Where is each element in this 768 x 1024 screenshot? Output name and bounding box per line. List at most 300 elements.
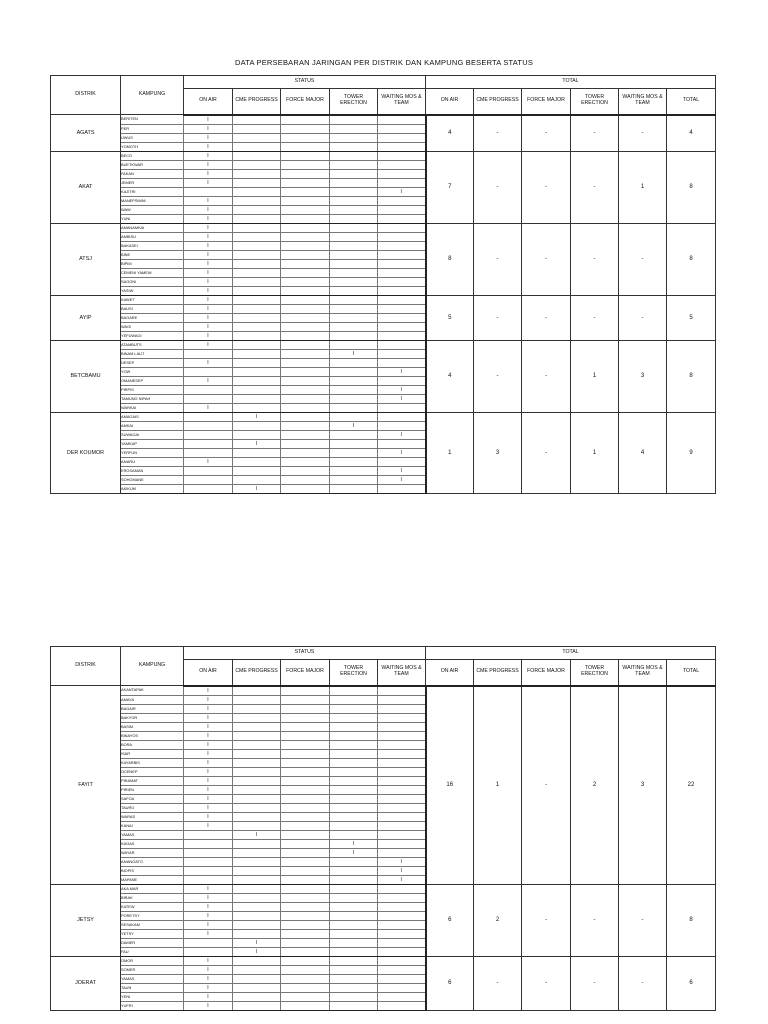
status-cell-waiting-mos bbox=[378, 830, 426, 839]
status-cell-cme-progress bbox=[233, 884, 281, 893]
kampung-name: SOMER bbox=[121, 965, 184, 974]
status-cell-on-air: I bbox=[184, 884, 233, 893]
status-cell-tower-erection bbox=[330, 974, 378, 983]
total-on-air: 6 bbox=[426, 884, 474, 956]
status-cell-waiting-mos: I bbox=[378, 394, 426, 403]
status-cell-tower-erection bbox=[330, 893, 378, 902]
status-cell-tower-erection bbox=[330, 920, 378, 929]
status-cell-tower-erection bbox=[330, 232, 378, 241]
status-cell-tower-erection bbox=[330, 331, 378, 340]
status-cell-waiting-mos bbox=[378, 421, 426, 430]
total-total: 8 bbox=[667, 223, 716, 295]
status-cell-waiting-mos bbox=[378, 965, 426, 974]
status-cell-cme-progress bbox=[233, 151, 281, 160]
status-cell-on-air: I bbox=[184, 713, 233, 722]
status-cell-waiting-mos bbox=[378, 731, 426, 740]
status-cell-on-air: I bbox=[184, 241, 233, 250]
status-cell-on-air: I bbox=[184, 322, 233, 331]
total-cme-progress: - bbox=[474, 223, 522, 295]
status-cell-tower-erection bbox=[330, 457, 378, 466]
kampung-name: BUETKWAR bbox=[121, 160, 184, 169]
status-cell-cme-progress bbox=[233, 160, 281, 169]
status-cell-tower-erection bbox=[330, 938, 378, 947]
status-cell-force-major bbox=[281, 133, 330, 142]
kampung-name: SOHOMANE bbox=[121, 475, 184, 484]
status-cell-on-air: I bbox=[184, 295, 233, 304]
status-cell-tower-erection bbox=[330, 241, 378, 250]
district-name: JOERAT bbox=[51, 956, 121, 1010]
total-tower-erection: - bbox=[571, 956, 619, 1010]
status-cell-cme-progress: I bbox=[233, 439, 281, 448]
status-cell-on-air: I bbox=[184, 268, 233, 277]
status-cell-force-major bbox=[281, 286, 330, 295]
status-cell-force-major bbox=[281, 947, 330, 956]
header-status-cme-progress: CME PROGRESS bbox=[233, 89, 281, 115]
status-cell-waiting-mos bbox=[378, 223, 426, 232]
status-cell-tower-erection bbox=[330, 466, 378, 475]
kampung-name: KAGAS bbox=[121, 839, 184, 848]
status-cell-cme-progress bbox=[233, 1001, 281, 1010]
status-cell-on-air bbox=[184, 385, 233, 394]
kampung-name: YENI bbox=[121, 992, 184, 1001]
status-cell-force-major bbox=[281, 830, 330, 839]
total-on-air: 1 bbox=[426, 412, 474, 493]
status-cell-waiting-mos bbox=[378, 268, 426, 277]
status-cell-on-air bbox=[184, 430, 233, 439]
status-cell-waiting-mos: I bbox=[378, 866, 426, 875]
kampung-name: ISAR bbox=[121, 749, 184, 758]
kampung-name: TAMUNG NIPAH bbox=[121, 394, 184, 403]
status-cell-force-major bbox=[281, 884, 330, 893]
status-cell-tower-erection bbox=[330, 956, 378, 965]
page-title: DATA PERSEBARAN JARINGAN PER DISTRIK DAN KAMPUNG BESERTA STATUS bbox=[234, 58, 534, 67]
total-on-air: 16 bbox=[426, 686, 474, 885]
header-kampung: KAMPUNG bbox=[121, 76, 184, 115]
status-cell-on-air: I bbox=[184, 259, 233, 268]
status-cell-waiting-mos bbox=[378, 232, 426, 241]
status-cell-on-air: I bbox=[184, 196, 233, 205]
status-cell-tower-erection bbox=[330, 340, 378, 349]
total-tower-erection: 2 bbox=[571, 686, 619, 885]
status-cell-tower-erection bbox=[330, 866, 378, 875]
header-total-waiting-mos: WAITING MOS & TEAM bbox=[619, 89, 667, 115]
status-cell-tower-erection bbox=[330, 704, 378, 713]
kampung-name: JEMER bbox=[121, 178, 184, 187]
status-cell-tower-erection bbox=[330, 1001, 378, 1010]
status-cell-cme-progress bbox=[233, 992, 281, 1001]
status-cell-waiting-mos bbox=[378, 713, 426, 722]
status-cell-force-major bbox=[281, 794, 330, 803]
total-force-major: - bbox=[522, 115, 571, 152]
kampung-name: BAUSI bbox=[121, 304, 184, 313]
status-cell-force-major bbox=[281, 160, 330, 169]
kampung-name: WAW bbox=[121, 205, 184, 214]
status-cell-tower-erection bbox=[330, 785, 378, 794]
status-cell-tower-erection bbox=[330, 430, 378, 439]
status-cell-tower-erection: I bbox=[330, 421, 378, 430]
status-cell-force-major bbox=[281, 875, 330, 884]
status-cell-cme-progress bbox=[233, 124, 281, 133]
status-cell-cme-progress bbox=[233, 448, 281, 457]
header-distrik: DISTRIK bbox=[51, 76, 121, 115]
total-waiting-mos: - bbox=[619, 884, 667, 956]
status-cell-force-major bbox=[281, 803, 330, 812]
kampung-name: YAMKAP bbox=[121, 439, 184, 448]
kampung-name: ATAMBUTS bbox=[121, 340, 184, 349]
status-cell-tower-erection bbox=[330, 448, 378, 457]
status-cell-on-air: I bbox=[184, 115, 233, 125]
status-cell-waiting-mos bbox=[378, 322, 426, 331]
status-cell-force-major bbox=[281, 178, 330, 187]
status-cell-cme-progress bbox=[233, 785, 281, 794]
status-cell-tower-erection bbox=[330, 313, 378, 322]
status-cell-force-major bbox=[281, 965, 330, 974]
status-cell-force-major bbox=[281, 241, 330, 250]
status-cell-waiting-mos bbox=[378, 803, 426, 812]
status-cell-tower-erection bbox=[330, 731, 378, 740]
status-cell-tower-erection bbox=[330, 902, 378, 911]
total-total: 8 bbox=[667, 340, 716, 412]
status-cell-waiting-mos bbox=[378, 920, 426, 929]
total-total: 4 bbox=[667, 115, 716, 152]
status-cell-cme-progress bbox=[233, 241, 281, 250]
status-cell-waiting-mos bbox=[378, 286, 426, 295]
kampung-name: KAYARBIS bbox=[121, 758, 184, 767]
status-cell-tower-erection bbox=[330, 205, 378, 214]
status-cell-waiting-mos bbox=[378, 758, 426, 767]
status-cell-waiting-mos: I bbox=[378, 466, 426, 475]
status-cell-on-air: I bbox=[184, 331, 233, 340]
status-cell-cme-progress bbox=[233, 223, 281, 232]
table-row bbox=[51, 956, 716, 965]
kampung-name: FAKAN bbox=[121, 169, 184, 178]
status-cell-on-air: I bbox=[184, 214, 233, 223]
status-cell-on-air: I bbox=[184, 803, 233, 812]
status-cell-waiting-mos bbox=[378, 911, 426, 920]
status-cell-force-major bbox=[281, 713, 330, 722]
status-cell-force-major bbox=[281, 331, 330, 340]
kampung-name: EROSAMAN bbox=[121, 466, 184, 475]
kampung-name: WAYAR bbox=[121, 848, 184, 857]
status-cell-on-air: I bbox=[184, 403, 233, 412]
status-cell-force-major bbox=[281, 367, 330, 376]
status-cell-force-major bbox=[281, 758, 330, 767]
kampung-name: BORA bbox=[121, 740, 184, 749]
status-cell-tower-erection: I bbox=[330, 839, 378, 848]
status-cell-cme-progress bbox=[233, 196, 281, 205]
status-cell-waiting-mos bbox=[378, 722, 426, 731]
status-cell-waiting-mos bbox=[378, 956, 426, 965]
header-total-total: TOTAL bbox=[667, 89, 716, 115]
status-cell-on-air: I bbox=[184, 1001, 233, 1010]
status-cell-cme-progress bbox=[233, 722, 281, 731]
status-cell-on-air: I bbox=[184, 457, 233, 466]
status-cell-cme-progress bbox=[233, 142, 281, 151]
status-cell-cme-progress bbox=[233, 115, 281, 125]
status-cell-tower-erection bbox=[330, 740, 378, 749]
status-cell-cme-progress bbox=[233, 821, 281, 830]
status-cell-waiting-mos: I bbox=[378, 875, 426, 884]
status-cell-cme-progress bbox=[233, 803, 281, 812]
status-cell-force-major bbox=[281, 295, 330, 304]
status-cell-on-air bbox=[184, 830, 233, 839]
kampung-name: KATEW bbox=[121, 902, 184, 911]
kampung-name: KAJITRI bbox=[121, 187, 184, 196]
status-cell-tower-erection bbox=[330, 250, 378, 259]
status-cell-tower-erection bbox=[330, 403, 378, 412]
status-cell-on-air: I bbox=[184, 286, 233, 295]
kampung-name: TAURO bbox=[121, 803, 184, 812]
status-cell-waiting-mos bbox=[378, 250, 426, 259]
status-cell-on-air: I bbox=[184, 340, 233, 349]
status-cell-waiting-mos bbox=[378, 1001, 426, 1010]
status-cell-waiting-mos bbox=[378, 304, 426, 313]
status-cell-force-major bbox=[281, 124, 330, 133]
status-cell-cme-progress bbox=[233, 983, 281, 992]
status-cell-cme-progress bbox=[233, 866, 281, 875]
status-cell-force-major bbox=[281, 956, 330, 965]
status-cell-force-major bbox=[281, 205, 330, 214]
status-cell-force-major bbox=[281, 902, 330, 911]
status-cell-on-air: I bbox=[184, 722, 233, 731]
kampung-name: BINAYOS bbox=[121, 731, 184, 740]
header-total-total: TOTAL bbox=[667, 660, 716, 686]
total-waiting-mos: 3 bbox=[619, 340, 667, 412]
status-cell-waiting-mos bbox=[378, 214, 426, 223]
status-cell-tower-erection bbox=[330, 812, 378, 821]
status-cell-cme-progress: I bbox=[233, 484, 281, 493]
kampung-name: AMARU bbox=[121, 457, 184, 466]
status-cell-tower-erection bbox=[330, 124, 378, 133]
status-cell-force-major bbox=[281, 196, 330, 205]
status-cell-cme-progress bbox=[233, 430, 281, 439]
status-cell-on-air: I bbox=[184, 992, 233, 1001]
total-force-major: - bbox=[522, 884, 571, 956]
total-tower-erection: - bbox=[571, 115, 619, 152]
total-total: 6 bbox=[667, 956, 716, 1010]
district-group bbox=[51, 115, 716, 152]
status-cell-waiting-mos bbox=[378, 115, 426, 125]
status-cell-cme-progress bbox=[233, 187, 281, 196]
status-cell-waiting-mos bbox=[378, 124, 426, 133]
status-cell-waiting-mos bbox=[378, 439, 426, 448]
status-cell-waiting-mos bbox=[378, 992, 426, 1001]
status-cell-force-major bbox=[281, 259, 330, 268]
status-cell-force-major bbox=[281, 421, 330, 430]
status-cell-on-air: I bbox=[184, 133, 233, 142]
kampung-name: SUWAGAI bbox=[121, 430, 184, 439]
status-cell-on-air: I bbox=[184, 358, 233, 367]
header-status-tower-erection: TOWER ERECTION bbox=[330, 660, 378, 686]
status-cell-tower-erection bbox=[330, 223, 378, 232]
total-cme-progress: 1 bbox=[474, 686, 522, 885]
status-cell-cme-progress bbox=[233, 205, 281, 214]
status-cell-on-air: I bbox=[184, 205, 233, 214]
district-name: JETSY bbox=[51, 884, 121, 956]
status-cell-force-major bbox=[281, 893, 330, 902]
status-cell-tower-erection bbox=[330, 830, 378, 839]
status-cell-cme-progress bbox=[233, 268, 281, 277]
header-total-group: TOTAL bbox=[426, 76, 716, 89]
total-tower-erection: - bbox=[571, 884, 619, 956]
kampung-name: BINAM LAUT bbox=[121, 349, 184, 358]
status-cell-waiting-mos bbox=[378, 821, 426, 830]
status-cell-force-major bbox=[281, 385, 330, 394]
status-cell-cme-progress bbox=[233, 376, 281, 385]
status-cell-on-air: I bbox=[184, 250, 233, 259]
status-cell-force-major bbox=[281, 749, 330, 758]
status-cell-force-major bbox=[281, 857, 330, 866]
status-cell-cme-progress bbox=[233, 232, 281, 241]
total-total: 5 bbox=[667, 295, 716, 340]
status-cell-cme-progress bbox=[233, 902, 281, 911]
status-cell-force-major bbox=[281, 475, 330, 484]
status-cell-cme-progress bbox=[233, 776, 281, 785]
kampung-name: AMAGAIS bbox=[121, 412, 184, 421]
status-cell-force-major bbox=[281, 358, 330, 367]
status-cell-cme-progress bbox=[233, 385, 281, 394]
total-force-major: - bbox=[522, 295, 571, 340]
kampung-name: AKA MAR bbox=[121, 884, 184, 893]
kampung-name: PORETSY bbox=[121, 911, 184, 920]
status-cell-cme-progress bbox=[233, 749, 281, 758]
status-cell-tower-erection: I bbox=[330, 349, 378, 358]
status-table-1 bbox=[50, 75, 716, 494]
status-cell-tower-erection bbox=[330, 376, 378, 385]
status-cell-waiting-mos bbox=[378, 695, 426, 704]
status-cell-cme-progress bbox=[233, 812, 281, 821]
status-cell-cme-progress bbox=[233, 911, 281, 920]
status-cell-cme-progress bbox=[233, 394, 281, 403]
header-status-waiting-mos: WAITING MOS & TEAM bbox=[378, 660, 426, 686]
status-cell-waiting-mos: I bbox=[378, 448, 426, 457]
kampung-name: TAUN bbox=[121, 983, 184, 992]
status-cell-force-major bbox=[281, 983, 330, 992]
status-cell-waiting-mos bbox=[378, 259, 426, 268]
kampung-name: YAMAS bbox=[121, 830, 184, 839]
total-cme-progress: 3 bbox=[474, 412, 522, 493]
kampung-name: DESEP bbox=[121, 358, 184, 367]
district-name: AKAT bbox=[51, 151, 121, 223]
kampung-name: AMKAI bbox=[121, 421, 184, 430]
status-cell-cme-progress bbox=[233, 686, 281, 696]
status-cell-force-major bbox=[281, 223, 330, 232]
status-cell-waiting-mos bbox=[378, 848, 426, 857]
status-cell-force-major bbox=[281, 115, 330, 125]
status-cell-tower-erection bbox=[330, 803, 378, 812]
kampung-name: PIRIEN bbox=[121, 785, 184, 794]
status-cell-on-air bbox=[184, 349, 233, 358]
kampung-name: MAPANE bbox=[121, 875, 184, 884]
status-cell-force-major bbox=[281, 992, 330, 1001]
kampung-name: KAWET bbox=[121, 295, 184, 304]
status-cell-on-air: I bbox=[184, 232, 233, 241]
status-cell-waiting-mos bbox=[378, 313, 426, 322]
status-cell-tower-erection bbox=[330, 412, 378, 421]
status-cell-on-air: I bbox=[184, 142, 233, 151]
status-cell-cme-progress bbox=[233, 929, 281, 938]
status-cell-cme-progress bbox=[233, 740, 281, 749]
total-tower-erection: 1 bbox=[571, 412, 619, 493]
status-cell-on-air: I bbox=[184, 223, 233, 232]
status-cell-tower-erection bbox=[330, 439, 378, 448]
status-cell-force-major bbox=[281, 686, 330, 696]
status-cell-waiting-mos bbox=[378, 484, 426, 493]
status-cell-on-air: I bbox=[184, 902, 233, 911]
status-cell-on-air bbox=[184, 421, 233, 430]
kampung-name: MANEPSIMNI bbox=[121, 196, 184, 205]
status-cell-cme-progress bbox=[233, 848, 281, 857]
status-cell-on-air bbox=[184, 839, 233, 848]
status-cell-force-major bbox=[281, 821, 330, 830]
status-cell-cme-progress bbox=[233, 713, 281, 722]
status-cell-waiting-mos bbox=[378, 295, 426, 304]
status-cell-force-major bbox=[281, 911, 330, 920]
status-cell-tower-erection bbox=[330, 758, 378, 767]
status-cell-tower-erection bbox=[330, 884, 378, 893]
status-cell-force-major bbox=[281, 277, 330, 286]
status-cell-tower-erection bbox=[330, 358, 378, 367]
status-cell-cme-progress bbox=[233, 286, 281, 295]
header-total-force-major: FORCE MAJOR bbox=[522, 89, 571, 115]
status-cell-force-major bbox=[281, 866, 330, 875]
status-cell-waiting-mos bbox=[378, 794, 426, 803]
kampung-name: FAU bbox=[121, 947, 184, 956]
kampung-name: SAGONI bbox=[121, 277, 184, 286]
table-row bbox=[51, 295, 716, 304]
district-name: DER KOUMOR bbox=[51, 412, 121, 493]
district-group bbox=[51, 295, 716, 340]
status-cell-waiting-mos: I bbox=[378, 187, 426, 196]
district-name: FAYIT bbox=[51, 686, 121, 885]
status-cell-on-air: I bbox=[184, 695, 233, 704]
district-group bbox=[51, 223, 716, 295]
status-cell-tower-erection bbox=[330, 385, 378, 394]
kampung-name: BIOPIS bbox=[121, 866, 184, 875]
status-cell-waiting-mos: I bbox=[378, 367, 426, 376]
total-cme-progress: - bbox=[474, 340, 522, 412]
header-total-group: TOTAL bbox=[426, 647, 716, 660]
status-cell-cme-progress bbox=[233, 893, 281, 902]
header-total-tower-erection: TOWER ERECTION bbox=[571, 660, 619, 686]
total-waiting-mos: - bbox=[619, 295, 667, 340]
total-on-air: 5 bbox=[426, 295, 474, 340]
total-force-major: - bbox=[522, 340, 571, 412]
status-cell-tower-erection bbox=[330, 268, 378, 277]
status-cell-waiting-mos bbox=[378, 929, 426, 938]
status-cell-on-air bbox=[184, 412, 233, 421]
status-cell-cme-progress bbox=[233, 178, 281, 187]
status-cell-force-major bbox=[281, 376, 330, 385]
district-group bbox=[51, 151, 716, 223]
status-cell-waiting-mos bbox=[378, 349, 426, 358]
kampung-name: YOW bbox=[121, 367, 184, 376]
district-name: BETCBAMU bbox=[51, 340, 121, 412]
status-cell-on-air: I bbox=[184, 794, 233, 803]
kampung-name: YERFUN bbox=[121, 448, 184, 457]
status-cell-waiting-mos bbox=[378, 749, 426, 758]
total-on-air: 4 bbox=[426, 340, 474, 412]
table-row bbox=[51, 686, 716, 696]
header-total-on-air: ON AIR bbox=[426, 660, 474, 686]
status-cell-force-major bbox=[281, 187, 330, 196]
status-cell-on-air bbox=[184, 866, 233, 875]
status-cell-force-major bbox=[281, 169, 330, 178]
status-cell-waiting-mos bbox=[378, 151, 426, 160]
table-row bbox=[51, 223, 716, 232]
header-total-force-major: FORCE MAJOR bbox=[522, 660, 571, 686]
status-cell-waiting-mos: I bbox=[378, 385, 426, 394]
